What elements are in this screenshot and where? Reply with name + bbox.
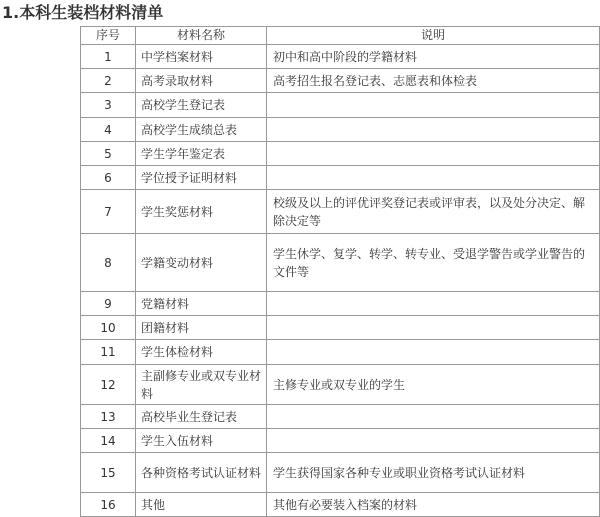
material-description: 高考招生报名登记表、志愿表和体检表 — [267, 69, 600, 93]
material-description — [267, 340, 600, 365]
material-name: 高校学生登记表 — [136, 93, 267, 118]
material-name: 主副修专业或双专业材料 — [136, 365, 267, 405]
table-row — [81, 493, 600, 517]
material-description — [267, 316, 600, 340]
table-row — [81, 429, 600, 453]
table-row — [81, 45, 600, 69]
page-heading: 1.本科生装档材料清单 — [2, 3, 164, 22]
header-material-name: 材料名称 — [136, 27, 267, 45]
table-row — [81, 316, 600, 340]
material-name: 其他 — [136, 493, 267, 517]
material-name: 中学档案材料 — [136, 45, 267, 69]
row-number: 10 — [81, 316, 136, 340]
material-description: 校级及以上的评优评奖登记表或评审表，以及处分决定、解除决定等 — [267, 190, 600, 234]
row-number: 1 — [81, 45, 136, 69]
material-description: 初中和高中阶段的学籍材料 — [267, 45, 600, 69]
row-number: 12 — [81, 365, 136, 405]
material-description — [267, 93, 600, 118]
material-description — [267, 292, 600, 316]
material-description — [267, 118, 600, 142]
material-name: 学生入伍材料 — [136, 429, 267, 453]
row-number: 6 — [81, 166, 136, 190]
table-row — [81, 405, 600, 429]
table-row — [81, 365, 600, 405]
material-description — [267, 166, 600, 190]
table-row — [81, 166, 600, 190]
material-name: 高考录取材料 — [136, 69, 267, 93]
material-description: 主修专业或双专业的学生 — [267, 365, 600, 405]
row-number: 3 — [81, 93, 136, 118]
materials-table — [80, 26, 600, 517]
material-description: 学生获得国家各种专业或职业资格考试认证材料 — [267, 453, 600, 493]
row-number: 8 — [81, 234, 136, 292]
row-number: 16 — [81, 493, 136, 517]
row-number: 5 — [81, 142, 136, 166]
table-row — [81, 69, 600, 93]
material-description — [267, 405, 600, 429]
material-name: 学位授予证明材料 — [136, 166, 267, 190]
table-row — [81, 118, 600, 142]
row-number: 15 — [81, 453, 136, 493]
table-row — [81, 453, 600, 493]
table-row — [81, 340, 600, 365]
table-row — [81, 93, 600, 118]
material-name: 各种资格考试认证材料 — [136, 453, 267, 493]
material-name: 学生学年鉴定表 — [136, 142, 267, 166]
table-row — [81, 234, 600, 292]
material-description — [267, 142, 600, 166]
row-number: 2 — [81, 69, 136, 93]
row-number: 4 — [81, 118, 136, 142]
table-row — [81, 142, 600, 166]
row-number: 11 — [81, 340, 136, 365]
table-row — [81, 190, 600, 234]
table-row — [81, 292, 600, 316]
header-number: 序号 — [81, 27, 136, 45]
material-name: 高校毕业生登记表 — [136, 405, 267, 429]
material-name: 团籍材料 — [136, 316, 267, 340]
material-description: 学生休学、复学、转学、转专业、受退学警告或学业警告的文件等 — [267, 234, 600, 292]
header-description: 说明 — [267, 27, 600, 45]
material-name: 学生奖惩材料 — [136, 190, 267, 234]
material-name: 党籍材料 — [136, 292, 267, 316]
material-name: 学籍变动材料 — [136, 234, 267, 292]
row-number: 14 — [81, 429, 136, 453]
material-description — [267, 429, 600, 453]
row-number: 13 — [81, 405, 136, 429]
row-number: 7 — [81, 190, 136, 234]
material-description: 其他有必要装入档案的材料 — [267, 493, 600, 517]
material-name: 学生体检材料 — [136, 340, 267, 365]
material-name: 高校学生成绩总表 — [136, 118, 267, 142]
table-header-row — [81, 27, 600, 45]
row-number: 9 — [81, 292, 136, 316]
